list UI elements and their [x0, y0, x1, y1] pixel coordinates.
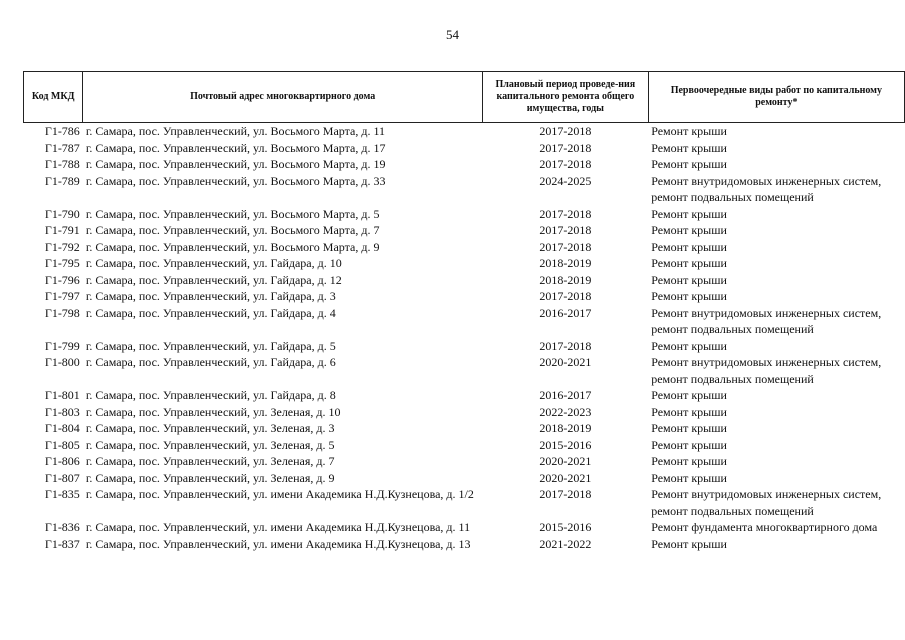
cell-code: Г1-835 [44, 487, 80, 501]
cell-code: Г1-801 [44, 388, 80, 402]
table-row [24, 239, 905, 256]
cell-address: г. Самара, пос. Управленческий, ул. Восьмого Марта, д. 17 [85, 140, 386, 155]
cell-works: Ремонт внутридомовых инженерных систем, ремонт подвальных помещений [651, 173, 882, 204]
cell-address: г. Самара, пос. Управленческий, ул. Зеленая, д. 10 [85, 404, 341, 419]
table-row [24, 420, 905, 437]
cell-period: 2017-2018 [539, 289, 592, 303]
cell-address: г. Самара, пос. Управленческий, ул. Гайдара, д. 4 [85, 305, 336, 320]
cell-period: 2017-2018 [539, 157, 592, 171]
cell-period: 2018-2019 [539, 272, 592, 287]
table-row [24, 387, 905, 404]
cell-code: Г1-807 [44, 470, 80, 485]
table-body [24, 123, 905, 553]
cell-address: г. Самара, пос. Управленческий, ул. Зеленая, д. 3 [85, 421, 335, 435]
repair-table [23, 71, 905, 552]
cell-address: г. Самара, пос. Управленческий, ул. имени Академика Н.Д.Кузнецова, д. 13 [85, 536, 471, 551]
header-code: Код МКД [24, 72, 83, 123]
cell-code: Г1-836 [44, 520, 80, 534]
cell-address: г. Самара, пос. Управленческий, ул. Восьмого Марта, д. 19 [85, 157, 386, 171]
cell-works: Ремонт внутридомовых инженерных систем, ремонт подвальных помещений [651, 355, 882, 386]
table-row [24, 354, 905, 387]
cell-address: г. Самара, пос. Управленческий, ул. Восьмого Марта, д. 11 [85, 124, 386, 138]
cell-works: Ремонт внутридомовых инженерных систем, ремонт подвальных помещений [651, 305, 882, 336]
cell-period: 2017-2018 [539, 239, 592, 254]
cell-period: 2024-2025 [539, 173, 592, 188]
cell-code: Г1-806 [44, 454, 80, 468]
cell-code: Г1-792 [44, 239, 80, 254]
cell-period: 2017-2018 [539, 338, 592, 353]
cell-works: Ремонт крыши [651, 157, 727, 171]
cell-works: Ремонт фундамента многоквартирного дома [651, 520, 878, 534]
cell-address: г. Самара, пос. Управленческий, ул. Восьмого Марта, д. 5 [85, 206, 380, 221]
header-address: Почтовый адрес многоквартирного дома [83, 72, 483, 123]
cell-period: 2020-2021 [539, 470, 592, 485]
cell-address: г. Самара, пос. Управленческий, ул. Гайдара, д. 8 [85, 388, 336, 402]
cell-works: Ремонт крыши [651, 536, 727, 551]
cell-period: 2018-2019 [539, 421, 592, 435]
cell-code: Г1-791 [44, 223, 80, 237]
table-row [24, 206, 905, 223]
cell-address: г. Самара, пос. Управленческий, ул. Гайдара, д. 5 [85, 338, 336, 353]
cell-address: г. Самара, пос. Управленческий, ул. Восьмого Марта, д. 33 [85, 173, 386, 188]
table-row [24, 536, 905, 553]
cell-period: 2020-2021 [539, 454, 592, 468]
cell-code: Г1-796 [44, 272, 80, 287]
cell-period: 2017-2018 [539, 124, 592, 138]
cell-works: Ремонт крыши [651, 338, 727, 353]
cell-code: Г1-788 [44, 157, 80, 171]
cell-works: Ремонт крыши [651, 124, 727, 138]
cell-code: Г1-800 [44, 355, 80, 369]
table-row [24, 305, 905, 338]
header-works: Первоочередные виды работ по капитальному ремонту* [648, 72, 904, 123]
cell-code: Г1-789 [44, 173, 80, 188]
table-row [24, 272, 905, 289]
cell-address: г. Самара, пос. Управленческий, ул. имени Академика Н.Д.Кузнецова, д. 1/2 [85, 487, 474, 501]
cell-works: Ремонт крыши [651, 206, 727, 221]
table-row [24, 156, 905, 173]
cell-address: г. Самара, пос. Управленческий, ул. имени Академика Н.Д.Кузнецова, д. 11 [85, 520, 471, 534]
cell-code: Г1-786 [44, 124, 80, 138]
cell-period: 2017-2018 [539, 223, 592, 237]
header-period: Плановый период проведе-ния капитального ремонта общего имущества, годы [483, 72, 649, 123]
cell-period: 2020-2021 [539, 355, 592, 369]
cell-code: Г1-795 [44, 256, 80, 270]
cell-works: Ремонт крыши [651, 140, 727, 155]
cell-works: Ремонт крыши [651, 437, 727, 452]
cell-address: г. Самара, пос. Управленческий, ул. Восьмого Марта, д. 9 [85, 239, 380, 254]
cell-works: Ремонт крыши [651, 388, 727, 402]
table-row [24, 338, 905, 355]
cell-code: Г1-804 [44, 421, 80, 435]
cell-period: 2017-2018 [539, 140, 592, 155]
page-number: 54 [446, 27, 459, 42]
table-row [24, 404, 905, 421]
cell-code: Г1-797 [44, 289, 80, 303]
table-row [24, 288, 905, 305]
cell-works: Ремонт крыши [651, 421, 727, 435]
cell-address: г. Самара, пос. Управленческий, ул. Зеленая, д. 5 [85, 437, 335, 452]
table-row [24, 140, 905, 157]
table-row [24, 453, 905, 470]
cell-period: 2015-2016 [539, 520, 592, 534]
cell-period: 2017-2018 [539, 206, 592, 221]
cell-works: Ремонт крыши [651, 454, 727, 468]
table-row [24, 486, 905, 519]
cell-works: Ремонт крыши [651, 289, 727, 303]
cell-period: 2018-2019 [539, 256, 592, 270]
cell-code: Г1-790 [44, 206, 80, 221]
table-row [24, 222, 905, 239]
cell-address: г. Самара, пос. Управленческий, ул. Гайдара, д. 3 [85, 289, 336, 303]
cell-works: Ремонт крыши [651, 404, 727, 419]
cell-code: Г1-787 [44, 140, 80, 155]
cell-works: Ремонт крыши [651, 272, 727, 287]
cell-code: Г1-798 [44, 305, 80, 320]
cell-code: Г1-803 [44, 404, 80, 419]
cell-period: 2021-2022 [539, 536, 592, 551]
table-row [24, 437, 905, 454]
cell-works: Ремонт крыши [651, 256, 727, 270]
table-row [24, 470, 905, 487]
cell-code: Г1-805 [44, 437, 80, 452]
cell-period: 2015-2016 [539, 437, 592, 452]
cell-works: Ремонт внутридомовых инженерных систем, ремонт подвальных помещений [651, 487, 882, 518]
table-row [24, 123, 905, 140]
cell-address: г. Самара, пос. Управленческий, ул. Восьмого Марта, д. 7 [85, 223, 380, 237]
cell-works: Ремонт крыши [651, 470, 727, 485]
table-row [24, 255, 905, 272]
cell-works: Ремонт крыши [651, 223, 727, 237]
cell-address: г. Самара, пос. Управленческий, ул. Гайдара, д. 6 [85, 355, 336, 369]
cell-period: 2017-2018 [539, 487, 592, 501]
cell-address: г. Самара, пос. Управленческий, ул. Гайдара, д. 10 [85, 256, 342, 270]
cell-address: г. Самара, пос. Управленческий, ул. Зеленая, д. 7 [85, 454, 335, 468]
cell-code: Г1-837 [44, 536, 80, 551]
cell-address: г. Самара, пос. Управленческий, ул. Зеленая, д. 9 [85, 470, 335, 485]
table-row [24, 519, 905, 536]
table-row [24, 173, 905, 206]
cell-works: Ремонт крыши [651, 239, 727, 254]
cell-period: 2016-2017 [539, 305, 592, 320]
cell-period: 2016-2017 [539, 388, 592, 402]
table-header [24, 72, 905, 123]
cell-code: Г1-799 [44, 338, 80, 353]
cell-period: 2022-2023 [539, 404, 592, 419]
cell-address: г. Самара, пос. Управленческий, ул. Гайдара, д. 12 [85, 272, 342, 287]
